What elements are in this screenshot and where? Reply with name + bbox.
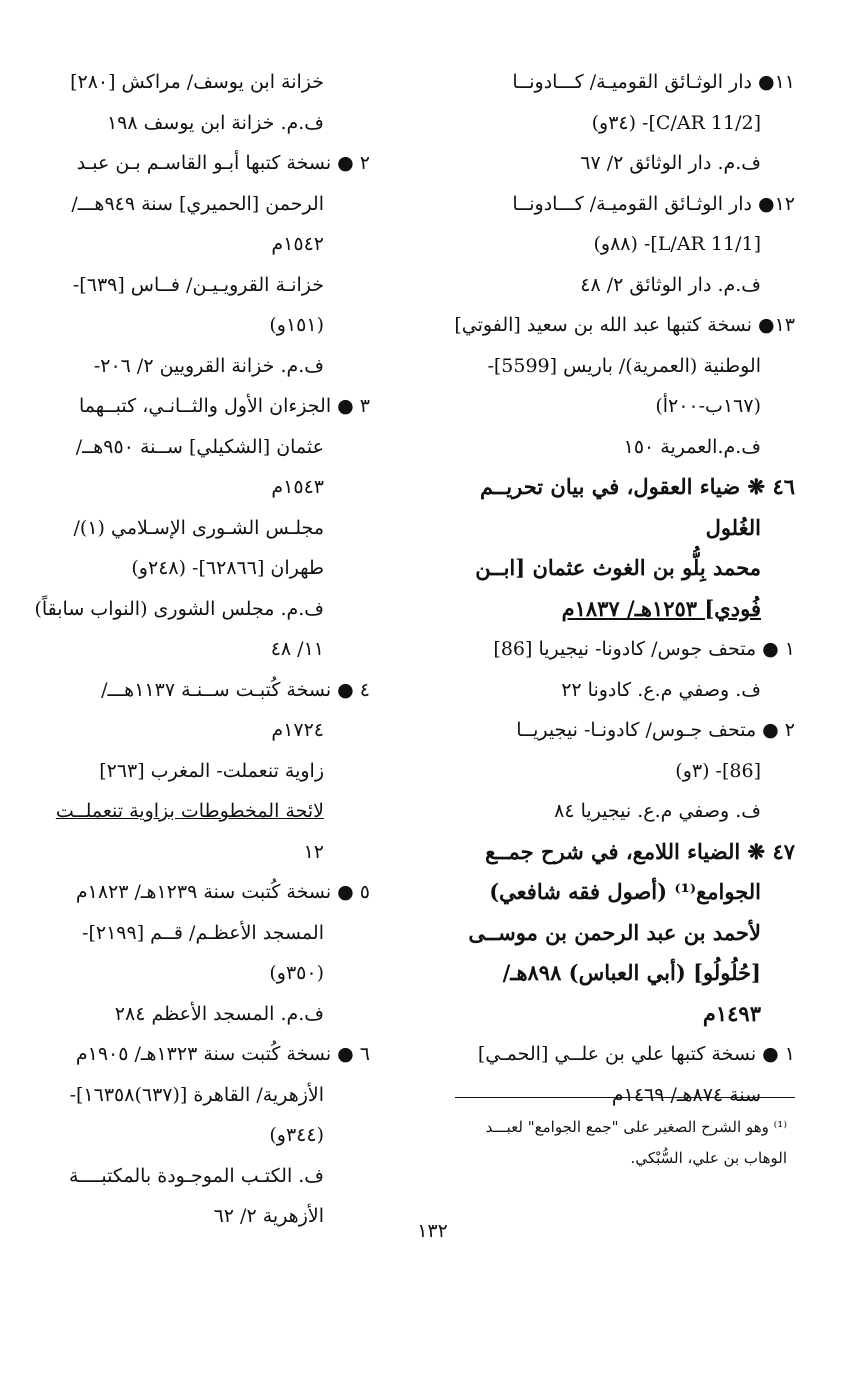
- left-column-line: ١٢: [303, 840, 324, 863]
- right-column-line: ١ ● نسخة كتبها علي بن علــي [الحمـي]: [477, 1043, 795, 1065]
- right-column: [450, 62, 795, 1115]
- right-column-line: ٤٦ ❋ ضياء العقول، في بيان تحريــم: [480, 474, 795, 499]
- left-column-line: عثمان [الشكيلي] ســنة ٩٥٠هــ/: [75, 435, 324, 458]
- right-column-line: [حُلُولُو] (أبي العباس) ٨٩٨هـ/: [502, 960, 761, 985]
- left-column-line: زاوية تنعملت- المغرب [٢٦٣]: [99, 759, 324, 782]
- right-column-line: ٤٧ ❋ الضياء اللامع، في شرح جمــع: [485, 838, 795, 864]
- left-column-line: ف.م. مجلس الشورى (النواب سابقاً): [34, 597, 324, 620]
- right-column-line: ف.م.العمرية ١٥٠: [623, 435, 761, 458]
- right-column-line: الجوامع⁽¹⁾ (أصول فقه شافعي): [489, 879, 761, 904]
- left-column-line: ٢ ● نسخة كتبها أبـو القاسـم بـن عبـد: [76, 152, 370, 174]
- left-column-line: ف.م. المسجد الأعظم ٢٨٤: [114, 1002, 324, 1025]
- right-column-line: ف. وصفي م.ع. نيجيريا ٨٤: [554, 800, 761, 822]
- left-column-line: المسجد الأعظـم/ قــم [٢١٩٩]-: [82, 921, 324, 944]
- left-column-line: ف. الكتـب الموجـودة بالمكتبــــة: [68, 1164, 324, 1187]
- right-column-line: ف. وصفي م.ع. كادونا ٢٢: [561, 678, 761, 701]
- right-column-line: (١٦٧ب-٢٠٠أ): [655, 395, 761, 417]
- right-column-line: ١٤٩٣م: [702, 1000, 761, 1026]
- left-column-line: ١١/ ٤٨: [270, 638, 324, 660]
- left-column-line: (٣٥٠و): [269, 962, 324, 984]
- right-column-line: [C/AR 11/2]- (٣٤و): [591, 111, 761, 134]
- right-column-line: الغُلول: [705, 514, 761, 540]
- footnote-divider: [455, 1097, 795, 1098]
- left-column-line: ٦ ● نسخة كُتبت سنة ١٣٢٣هـ/ ١٩٠٥م: [75, 1043, 370, 1065]
- right-column-line: سنة ٨٧٤هـ/ ١٤٦٩م: [611, 1083, 761, 1106]
- right-column-line: لأحمد بن عبد الرحمن بن موســى: [468, 919, 761, 945]
- left-column-line: خزانـة القرويـيـن/ فــاس [٦٣٩]-: [72, 273, 324, 296]
- footnote: [447, 1112, 787, 1174]
- right-column-line: ف.م. دار الوثائق ٢/ ٦٧: [580, 152, 761, 174]
- right-column-line: ١٣● نسخة كتبها عبد الله بن سعيد [الفوتي]: [454, 314, 795, 336]
- right-column-line: محمد بِلُّو بن الغوث عثمان [ابــن: [475, 555, 761, 580]
- left-column-line: (٣٤٤و): [269, 1124, 324, 1146]
- left-column-line: لائحة المخطوطات بزاوية تنعملــت: [55, 800, 324, 822]
- right-column-line: [L/AR 11/1]- (٨٨و): [593, 233, 761, 255]
- left-column-line: ٤ ● نسخة كُتبـت ســنـة ١١٣٧هـــ/: [101, 678, 370, 701]
- left-column-line: الرحمن [الحميري] سنة ٩٤٩هـــ/: [71, 192, 324, 215]
- right-column-line: ١٢● دار الوثـائق القوميـة/ كـــادونــا: [512, 192, 795, 215]
- right-column-line: ف.م. دار الوثائق ٢/ ٤٨: [580, 273, 761, 296]
- right-column-line: فُودي] ١٢٥٣هـ/ ١٨٣٧م: [561, 595, 761, 621]
- right-column-line: [86]- (٣و): [675, 759, 761, 782]
- left-column-line: ف.م. خزانة القرويين ٢/ ٢٠٦-: [93, 354, 324, 377]
- left-column-line: ١٥٤٣م: [271, 476, 324, 498]
- left-column-line: ١٧٢٤م: [271, 719, 324, 741]
- left-column-line: ٣ ● الجزءان الأول والثــانـي، كتبــهما: [79, 395, 370, 417]
- left-column-line: ١٥٤٢م: [271, 233, 324, 255]
- footnote-line: ⁽¹⁾ وهو الشرح الصغير على "جمع الجوامع" لعبـــد: [485, 1118, 787, 1136]
- right-column-line: ١ ● متحف جوس/ كادونا- نيجيريا [86]: [493, 638, 795, 660]
- left-column-line: خزانة ابن يوسف/ مراكش [٢٨٠]: [70, 71, 324, 93]
- right-column-line: ٢ ● متحف جـوس/ كادونـا- نيجيريــا: [516, 719, 795, 741]
- page-number: ١٣٢: [417, 1220, 448, 1242]
- right-column-line: الوطنية (العمرية)/ باريس [5599]-: [487, 354, 761, 377]
- footnote-line: الوهاب بن علي، السُّبْكي.: [630, 1149, 787, 1167]
- left-column-line: مجلـس الشـورى الإسـلامي (١)/: [73, 516, 324, 539]
- left-column-line: ف.م. خزانة ابن يوسف ١٩٨: [106, 111, 324, 134]
- left-column-line: الأزهرية/ القاهرة [(٦٣٧)١٦٣٥٨]-: [69, 1083, 324, 1106]
- left-column-line: الأزهرية ٢/ ٦٢: [213, 1205, 324, 1227]
- left-column-line: (١٥١و): [269, 314, 324, 336]
- left-column: [34, 62, 370, 1237]
- left-column-line: طهران [٦٢٨٦٦]- (٢٤٨و): [131, 557, 324, 579]
- left-column-line: ٥ ● نسخة كُتبت سنة ١٢٣٩هـ/ ١٨٢٣م: [75, 881, 370, 903]
- right-column-line: ١١● دار الوثـائق القوميـة/ كـــادونــا: [512, 71, 795, 93]
